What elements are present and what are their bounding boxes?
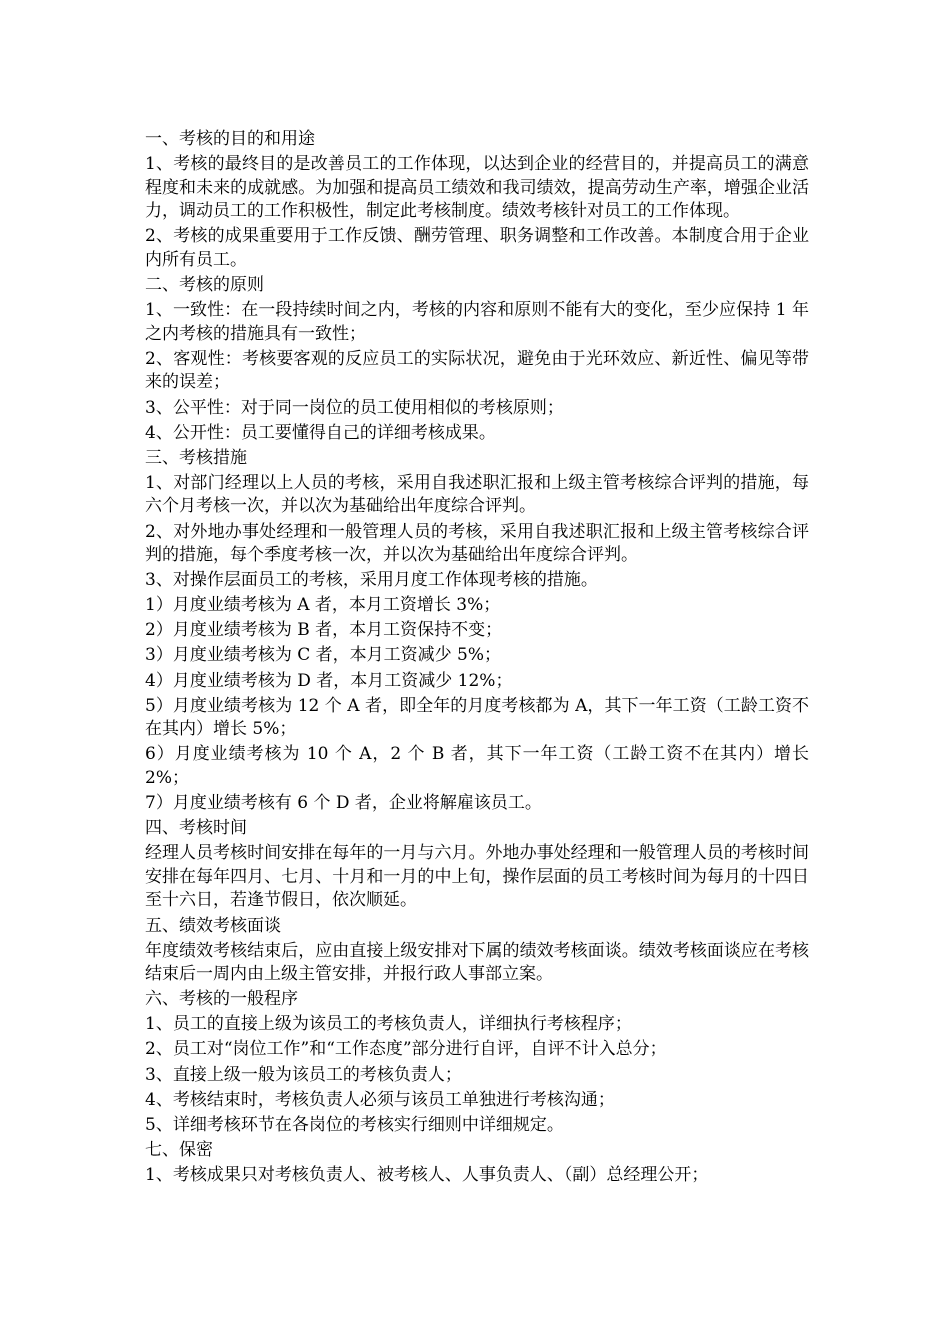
paragraph: 4、考核结束时，考核负责人必须与该员工单独进行考核沟通；	[145, 1089, 615, 1110]
paragraph: 4）月度业绩考核为 D 者，本月工资减少 12%；	[145, 670, 513, 691]
section-heading: 二、考核的原则	[145, 275, 264, 296]
section-heading: 一、考核的目的和用途	[145, 129, 315, 149]
paragraph: 2、考核的成果重要用于工作反馈、酬劳管理、职务调整和工作改善。本制度合用于企业内所有员工。	[145, 226, 809, 270]
paragraph: 2、对外地办事处经理和一般管理人员的考核，采用自我述职汇报和上级主管考核综合评判的措施，每个季度考核一次，并以次为基础给出年度综合评判。	[145, 521, 809, 566]
section-heading: 三、考核措施	[145, 447, 247, 468]
paragraph: 1、员工的直接上级为该员工的考核负责人，详细执行考核程序；	[145, 1014, 632, 1035]
paragraph: 3、直接上级一般为该员工的考核负责人；	[145, 1064, 462, 1085]
paragraph: 5）月度业绩考核为 12 个 A 者，即全年的月度考核都为 A，其下一年工资（工龄工资不在其内）增长 5%；	[145, 695, 809, 740]
section-heading: 四、考核时间	[145, 818, 247, 839]
paragraph: 3、公平性：对于同一岗位的员工使用相似的考核原则；	[145, 397, 564, 418]
paragraph: 3）月度业绩考核为 C 者，本月工资减少 5%；	[145, 645, 502, 666]
section-heading: 六、考核的一般程序	[145, 989, 298, 1010]
paragraph: 1、考核成果只对考核负责人、被考核人、人事负责人、（副）总经理公开；	[145, 1164, 709, 1185]
paragraph: 2、员工对“岗位工作”和“工作态度”部分进行自评，自评不计入总分；	[145, 1039, 667, 1060]
paragraph: 2、客观性：考核要客观的反应员工的实际状况，避免由于光环效应、新近性、偏见等带来的误差；	[145, 348, 809, 393]
paragraph: 1、对部门经理以上人员的考核，采用自我述职汇报和上级主管考核综合评判的措施，每六个月考核一次，并以次为基础给出年度综合评判。	[145, 472, 809, 517]
paragraph: 4、公开性：员工要懂得自己的详细考核成果。	[145, 422, 496, 443]
paragraph: 经理人员考核时间安排在每年的一月与六月。外地办事处经理和一般管理人员的考核时间安排在每年四月、七月、十月和一月的中上旬，操作层面的员工考核时间为每月的十四日至十六日，若逢节假日，依次顺延。	[145, 843, 809, 911]
paragraph: 6）月度业绩考核为 10 个 A，2 个 B 者，其下一年工资（工龄工资不在其内）增长 2%；	[145, 744, 809, 788]
paragraph: 2）月度业绩考核为 B 者，本月工资保持不变；	[145, 620, 503, 641]
paragraph: 1、考核的最终目的是改善员工的工作体现，以达到企业的经营目的，并提高员工的满意程度和未来的成就感。为加强和提高员工绩效和我司绩效，提高劳动生产率，增强企业活力，调动员工的工作积极性，制定此考核制度。绩效考核针对员工的工作体现。	[145, 154, 809, 222]
paragraph: 1）月度业绩考核为 A 者，本月工资增长 3%；	[145, 595, 501, 616]
paragraph: 3、对操作层面员工的考核，采用月度工作体现考核的措施。	[145, 570, 598, 591]
paragraph: 年度绩效考核结束后，应由直接上级安排对下属的绩效考核面谈。绩效考核面谈应在考核结束后一周内由上级主管安排，并报行政人事部立案。	[145, 940, 809, 985]
section-heading: 七、保密	[145, 1139, 213, 1160]
paragraph: 1、一致性：在一段持续时间之内，考核的内容和原则不能有大的变化，至少应保持 1 年之内考核的措施具有一致性；	[145, 300, 809, 344]
section-heading: 五、绩效考核面谈	[145, 915, 281, 936]
paragraph: 7）月度业绩考核有 6 个 D 者，企业将解雇该员工。	[145, 793, 542, 814]
paragraph: 5、详细考核环节在各岗位的考核实行细则中详细规定。	[145, 1114, 564, 1135]
document-body	[145, 128, 809, 1189]
